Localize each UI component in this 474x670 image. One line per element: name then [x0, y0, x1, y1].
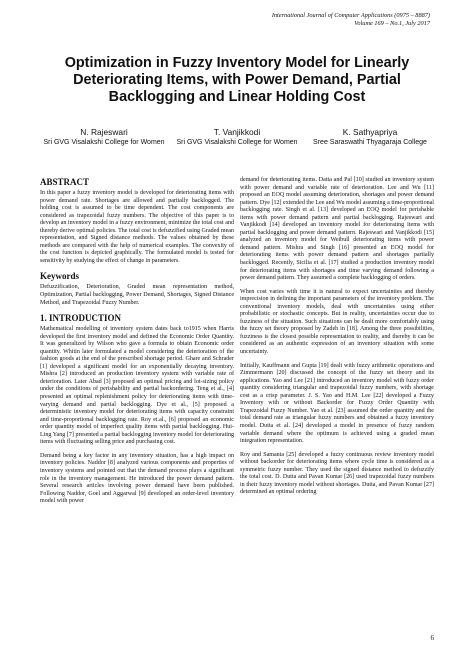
- paragraph: Mathematical modelling of inventory system dates back to1915 when Harris developed the first inventory model and defined the Economic Order Quantity. It was generalized by Wilson who gave a formula to obtain Economic order quantity. Whitin later formulated a model considering the deterioration of the fashion goods at the end of the prescribed shortage period. Ghare and Schrader [1] developed a significant model for an exponentially decaying inventory. Mishra [2] introduced an production inventory system with variable rate of deterioration. Later Abad [3] proposed an optimal pricing and lot-sizing policy under the conditions of perishability and partial backordering. Teng et al., [4] presented an optimal replenishment policy for deteriorating items with time-varying demand and partial backlogging. Dye et al., [5] proposed a deterministic inventory model for deteriorating items with capacity constraint and time-proportional backlogging rate. Roy et.al., [6] proposed an economic order quantity model of imperfect quality items with partial backlogging. Hui-Ling Yang [7] presented a partial backlogging inventory model for deteriorating items with fluctuating selling price and purchasing cost.: [40, 326, 234, 446]
- introduction-heading: 1. INTRODUCTION: [40, 313, 122, 324]
- paper-title: Optimization in Fuzzy Inventory Model for Linearly Deteriorating Items, with Power Demand, Partial Backlogging and Linear Holding Cost: [64, 55, 410, 105]
- author: [306, 127, 434, 147]
- keywords-heading: Keywords: [40, 271, 79, 282]
- journal-name: International Journal of Computer Applications (0975 – 8887): [271, 12, 430, 19]
- author: [173, 127, 301, 147]
- abstract-text: In this paper a fuzzy inventory model is developed for deteriorating items with power demand rate. Shortages are allowed and partially backlogged. The holding cost is assumed to be time dependent. The cost components are considered as trapezoidal fuzzy numbers. The objective of this paper is to develop an inventory model in a fuzzy environment, minimize the total cost and thereby derive optimal policies. The total cost is defuzzified using Graded mean representation, and Signed distance methods. The values obtained by these methods are compared with the help of numerical examples. The convexity of the cost function is depicted graphically. The formulated model is tested for sensitivity by studying the effect of change in parameters.: [40, 190, 234, 264]
- author-name: K. Sathyapriya: [342, 127, 398, 137]
- paragraph: Initially, Kauffmann and Gupta [19] dealt with fuzzy arithmetic operations and Zimmermann [20] discussed the concept of the fuzzy set theory and its applications. Yao and Lee [21] introduced an inventory model with fuzzy order quantity considering triangular and trapezoidal fuzzy numbers, with shortage cost as a crisp parameter. J. S. Yao and H.M. Lee [22] developed a Fuzzy Inventory with or without Backorder for Fuzzy Order Quantity with Trapezoidal Fuzzy Number. Yao et al. [23] assumed the order quantity and the total demand rate as triangular fuzzy numbers and obtained a fuzzy inventory model. Dutta et al. [24] developed a model in presence of fuzzy random variable demand where the optimum is achieved using a graded mean integration representation.: [240, 362, 434, 445]
- author-affiliation: Sri GVG Visalakshi College for Women: [176, 139, 298, 146]
- author-name: T. Vanjikkodi: [213, 127, 261, 137]
- author-list: [40, 127, 434, 147]
- author-name: N. Rajeswari: [80, 127, 128, 137]
- paragraph: Demand being a key factor in any inventory situation, has a high impact on inventory policies. Naddor [8] analyzed various components and properties of inventory systems and pointed out that the demand process plays a significant role in the inventory management. He introduced the power demand pattern. Several research articles involving power demand have been published. Following Naddor, Goel and Aggarwal [9] developed an order-level inventory model with power: [40, 452, 234, 505]
- left-column: [40, 177, 234, 512]
- author-affiliation: Sri GVG Visalakshi College for Women: [43, 139, 165, 146]
- author: [40, 127, 168, 147]
- right-column: [240, 177, 434, 503]
- journal-volume: Volume 169 – No.1, July 2017: [354, 20, 430, 27]
- author-affiliation: Sree Saraswathi Thyagaraja College: [313, 139, 427, 146]
- page-number: 6: [430, 634, 434, 642]
- keywords-text: Defuzzification, Deterioration, Graded mean representation method, Optimization, Partial backlogging, Power Demand, Shortages, Signed Distance Method, and Trapezoidal Fuzzy Number.: [40, 284, 234, 306]
- paragraph: Roy and Samanta [25] developed a fuzzy continuous review inventory model without backorder for deteriorating items where cycle time is considered as a symmetric fuzzy number. They used the signed distance method to defuzzify the total cost. D. Dutta and Pavan Kumar [26] used trapezoidal fuzzy numbers in their fuzzy inventory model without shortages. Dutta, and Pavan Kumar [27] determined an optimal ordering: [240, 451, 434, 496]
- journal-header: [272, 12, 430, 28]
- paragraph: demand for deteriorating items. Datta and Pal [10] studied an inventory system with power demand and variable rate of deterioration. Lee and Wu [11] proposed an EOQ model assuming deterioration, shortages and power demand pattern. Dye [12] extended the Lee and Wu model assuming a time-proportional backlogging rate. Singh et al. [13] developed an EOQ model for perishable items with power demand pattern and partial backlogging. Rajeswari and Vanjikkodi [14] developed an inventory model for deteriorating items with partial backlogging and power demand pattern. Rajeswari and Vanjikkodi [15] analyzed an inventory model for Weibull deteriorating items with power demand pattern. Mishra and Singh [16] presented an EOQ model for deteriorating items with power demand pattern and shortages partially backlogged. Recently, Sicilia et al. [17] studied a production inventory model for deteriorating items with shortages and time varying demand following a power demand pattern. They assumed a complete backlogging of orders.: [240, 177, 434, 282]
- abstract-heading: ABSTRACT: [40, 177, 90, 187]
- paragraph: When cost varies with time it is natural to expect uncertainties and thereby imprecision in defining the important parameters of the inventory problem. The conventional inventory models, deal with uncertainties using either probabilistic or stochastic concepts. But in reality, uncertainties occur due to fuzziness of the situation. Such situations can be dealt more comfortably using the fuzzy set theory proposed by Zadeh in [18]. Among the three possibilities, fuzziness is the closest possible representation to reality, and thereby it can be considered as an authentic expression of an inventory situation with some uncertainty.: [240, 288, 434, 356]
